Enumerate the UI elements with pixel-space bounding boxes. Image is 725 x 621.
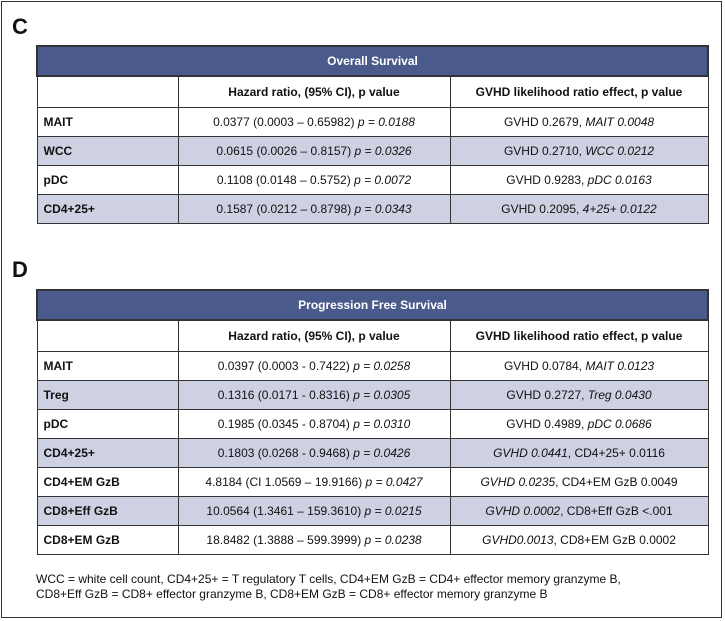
hazard-ratio-value: 18.8482 (1.3888 – 599.3999) <box>206 533 365 547</box>
gvhd-text: GVHD 0.2095, <box>501 202 583 216</box>
gvhd-effect-cell <box>450 381 708 410</box>
gvhd-effect-cell <box>450 526 708 555</box>
row-label: CD4+25+ <box>37 195 178 224</box>
column-header <box>37 76 178 108</box>
hazard-ratio-cell <box>178 468 450 497</box>
table-row <box>37 108 708 137</box>
gvhd-italic-text: GVHD 0.0235 <box>480 475 556 489</box>
row-label: pDC <box>37 410 178 439</box>
column-header: GVHD likelihood ratio effect, p value <box>450 76 708 108</box>
gvhd-italic-text: MAIT 0.0123 <box>585 359 655 373</box>
p-value: p = 0.0310 <box>353 417 411 431</box>
row-label: CD8+Eff GzB <box>37 497 178 526</box>
gvhd-italic-text: GVHD 0.0002 <box>485 504 561 518</box>
gvhd-trailing-text: , CD8+EM GzB 0.0002 <box>553 533 676 547</box>
p-value: p = 0.0238 <box>364 533 422 547</box>
gvhd-text: GVHD 0.4989, <box>506 417 588 431</box>
progression-free-survival-table <box>36 289 709 555</box>
hazard-ratio-value: 4.8184 (CI 1.0569 – 19.9166) <box>205 475 366 489</box>
gvhd-effect-cell <box>450 352 708 381</box>
table-header-row <box>37 76 708 108</box>
hazard-ratio-value: 0.0615 (0.0026 – 0.8157) <box>216 144 355 158</box>
gvhd-text: GVHD 0.2710, <box>503 144 586 158</box>
gvhd-effect-cell <box>450 439 708 468</box>
gvhd-text: GVHD 0.0784, <box>503 359 586 373</box>
row-label: CD4+EM GzB <box>37 468 178 497</box>
gvhd-effect-cell <box>450 137 708 166</box>
footnote-line-1: WCC = white cell count, CD4+25+ = T regulatory T cells, CD4+EM GzB = CD4+ effector memory granzyme B, <box>36 572 621 586</box>
table-row <box>37 410 708 439</box>
p-value: p = 0.0427 <box>365 475 423 489</box>
overall-survival-table <box>36 45 709 224</box>
gvhd-effect-cell <box>450 468 708 497</box>
column-header: Hazard ratio, (95% CI), p value <box>178 76 450 108</box>
hazard-ratio-value: 0.1803 (0.0268 - 0.9468) <box>217 446 354 460</box>
hazard-ratio-value: 0.0377 (0.0003 – 0.65982) <box>213 115 358 129</box>
p-value: p = 0.0258 <box>353 359 411 373</box>
gvhd-text: GVHD 0.9283, <box>506 173 588 187</box>
hazard-ratio-value: 0.1985 (0.0345 - 0.8704) <box>217 417 354 431</box>
column-header: Hazard ratio, (95% CI), p value <box>178 320 450 352</box>
table-row <box>37 497 708 526</box>
table-title: Overall Survival <box>37 46 708 76</box>
table-row <box>37 195 708 224</box>
table-row <box>37 137 708 166</box>
gvhd-effect-cell <box>450 195 708 224</box>
p-value: p = 0.0072 <box>354 173 412 187</box>
hazard-ratio-cell <box>178 526 450 555</box>
table-title-row <box>37 46 708 76</box>
hazard-ratio-cell <box>178 497 450 526</box>
panel-letter-c: C <box>12 14 28 39</box>
p-value: p = 0.0215 <box>364 504 422 518</box>
gvhd-italic-text: pDC 0.0686 <box>587 417 652 431</box>
hazard-ratio-cell <box>178 195 450 224</box>
panel-letter-d: D <box>12 257 28 282</box>
table-header-row <box>37 320 708 352</box>
table-row <box>37 439 708 468</box>
hazard-ratio-cell <box>178 108 450 137</box>
table-row <box>37 468 708 497</box>
hazard-ratio-value: 10.0564 (1.3461 – 159.3610) <box>206 504 365 518</box>
hazard-ratio-value: 0.1316 (0.0171 - 0.8316) <box>217 388 354 402</box>
hazard-ratio-cell <box>178 381 450 410</box>
hazard-ratio-value: 0.1108 (0.0148 – 0.5752) <box>216 173 355 187</box>
gvhd-italic-text: GVHD 0.0441 <box>493 446 568 460</box>
gvhd-italic-text: WCC 0.0212 <box>585 144 655 158</box>
hazard-ratio-cell <box>178 352 450 381</box>
hazard-ratio-value: 0.1587 (0.0212 – 0.8798) <box>216 202 355 216</box>
gvhd-text: GVHD 0.2727, <box>506 388 588 402</box>
gvhd-italic-text: MAIT 0.0048 <box>585 115 655 129</box>
row-label: CD8+EM GzB <box>37 526 178 555</box>
row-label: WCC <box>37 137 178 166</box>
footnote <box>36 572 711 602</box>
column-header: GVHD likelihood ratio effect, p value <box>450 320 708 352</box>
hazard-ratio-cell <box>178 137 450 166</box>
hazard-ratio-cell <box>178 439 450 468</box>
table-row <box>37 166 708 195</box>
row-label: Treg <box>37 381 178 410</box>
gvhd-effect-cell <box>450 166 708 195</box>
table-row <box>37 526 708 555</box>
gvhd-effect-cell <box>450 497 708 526</box>
table-title: Progression Free Survival <box>37 290 708 320</box>
column-header <box>37 320 178 352</box>
p-value: p = 0.0305 <box>353 388 411 402</box>
hazard-ratio-cell <box>178 166 450 195</box>
p-value: p = 0.0326 <box>354 144 412 158</box>
hazard-ratio-cell <box>178 410 450 439</box>
gvhd-trailing-text: , CD4+EM GzB 0.0049 <box>555 475 678 489</box>
row-label: MAIT <box>37 352 178 381</box>
gvhd-italic-text: pDC 0.0163 <box>587 173 652 187</box>
gvhd-text: GVHD 0.2679, <box>503 115 586 129</box>
table-row <box>37 352 708 381</box>
gvhd-italic-text: GVHD0.0013 <box>482 533 554 547</box>
hazard-ratio-value: 0.0397 (0.0003 - 0.7422) <box>217 359 354 373</box>
gvhd-italic-text: 4+25+ 0.0122 <box>582 202 657 216</box>
gvhd-italic-text: Treg 0.0430 <box>587 388 652 402</box>
row-label: pDC <box>37 166 178 195</box>
footnote-line-2: CD8+Eff GzB = CD8+ effector granzyme B, CD8+EM GzB = CD8+ effector memory granzyme B <box>36 587 548 601</box>
gvhd-trailing-text: , CD4+25+ 0.0116 <box>567 446 665 460</box>
table-title-row <box>37 290 708 320</box>
table-row <box>37 381 708 410</box>
p-value: p = 0.0426 <box>353 446 411 460</box>
row-label: MAIT <box>37 108 178 137</box>
gvhd-effect-cell <box>450 108 708 137</box>
gvhd-effect-cell <box>450 410 708 439</box>
p-value: p = 0.0343 <box>354 202 412 216</box>
gvhd-trailing-text: , CD8+Eff GzB <.001 <box>560 504 673 518</box>
p-value: p = 0.0188 <box>357 115 415 129</box>
row-label: CD4+25+ <box>37 439 178 468</box>
